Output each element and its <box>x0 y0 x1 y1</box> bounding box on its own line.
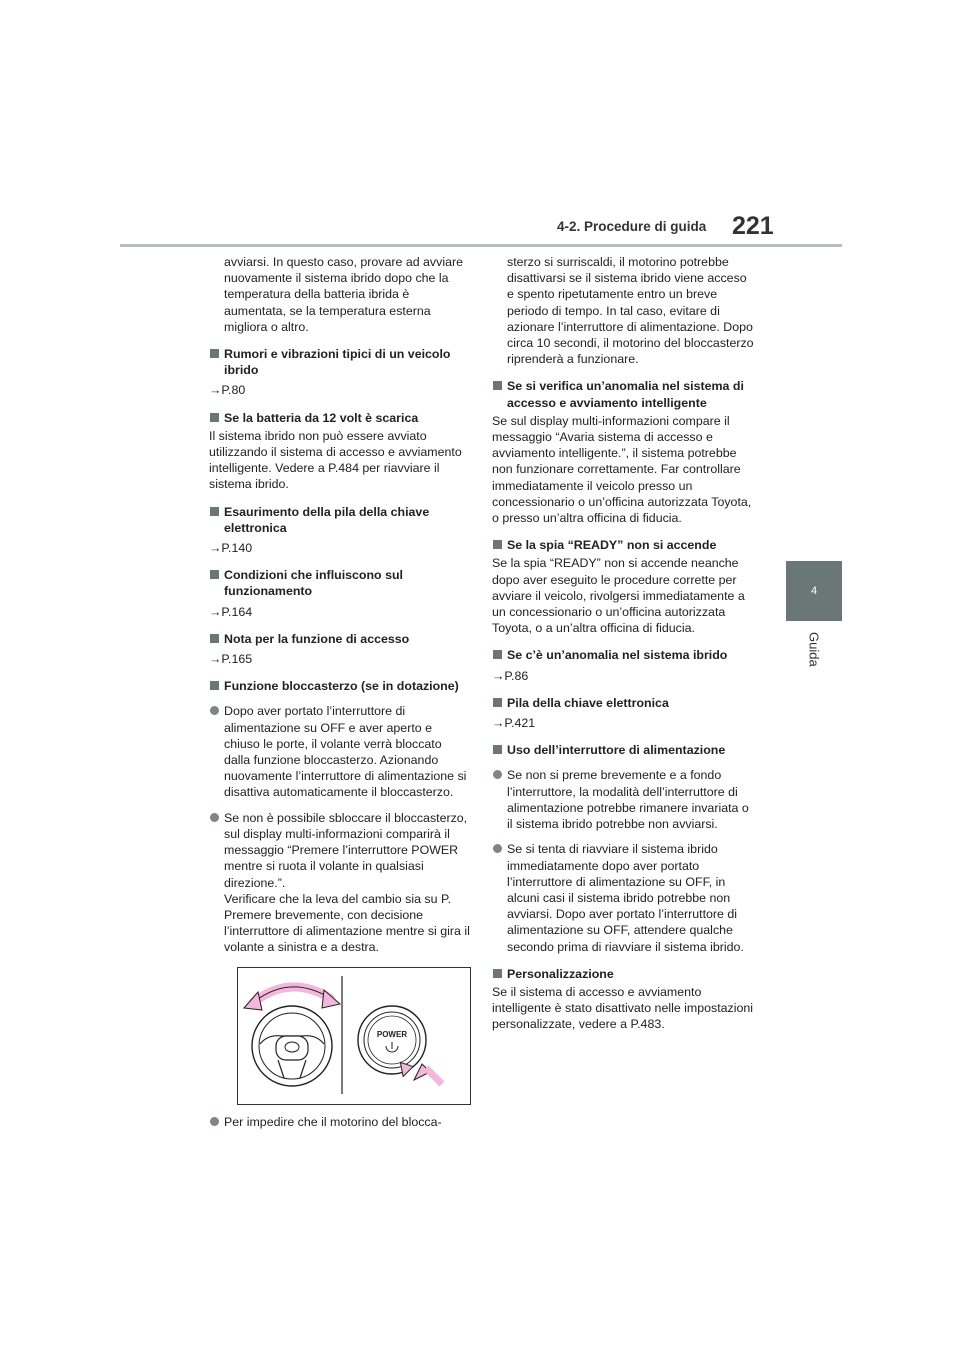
section-heading: Se c’è un’anomalia nel sistema ibrido <box>492 647 754 663</box>
bullet-item: Per impedire che il motorino del blocca- <box>209 1114 471 1130</box>
bullet-item: Se non si preme brevemente e a fondo l’interruttore, la modalità dell’interruttore di alimentazione potrebbe rimanere invariata o il sistema ibrido potrebbe non avviarsi. <box>492 767 754 832</box>
page-reference[interactable]: →P.165 <box>209 652 253 667</box>
bullet-text: Se non è possibile sbloccare il bloccasterzo, sul display multi-informazioni comparirà il messaggio “Premere l’interruttore POWER mentre si ruota il volante in qualsiasi direzione.”. <box>224 810 468 890</box>
section-heading: Esaurimento della pila della chiave elettronica <box>209 504 471 536</box>
chapter-tab[interactable] <box>786 561 842 621</box>
section-heading: Se la spia “READY” non si accende <box>492 537 754 553</box>
paragraph: Se sul display multi-informazioni compare il messaggio “Avaria sistema di accesso e avviamento intelligente.”, il sistema potrebbe non funzionare correttamente. Far controllare immediatamente il veicolo presso un concessionario o un’officina autorizzata Toyota, o presso un’altra officina di fiducia. <box>492 413 752 526</box>
page-reference[interactable]: →P.80 <box>209 383 246 398</box>
page-reference[interactable]: →P.140 <box>209 541 253 556</box>
section-heading: Funzione bloccasterzo (se in dotazione) <box>209 678 471 694</box>
steering-wheel-illustration <box>238 968 470 1104</box>
section-heading: Pila della chiave elettronica <box>492 695 754 711</box>
section-title: 4-2. Procedure di guida <box>557 219 707 234</box>
paragraph: sterzo si surriscaldi, il motorino potrebbe disattivarsi se il sistema ibrido viene acceso e spento ripetutamente entro un breve periodo di tempo. In tal caso, evitare di azionare l’interruttore di alimentazione. Dopo circa 10 secondi, il motorino del bloccasterzo riprenderà a funzionare. <box>507 255 754 367</box>
section-heading: Se la batteria da 12 volt è scarica <box>209 410 471 426</box>
page-reference[interactable]: →P.86 <box>492 668 529 683</box>
power-label: POWER <box>376 1029 408 1039</box>
page-reference[interactable]: →P.164 <box>209 604 253 619</box>
paragraph: Se il sistema di accesso e avviamento intelligente è stato disattivato nelle impostazioni personalizzate, vedere a P.483. <box>492 984 754 1032</box>
paragraph: Se la spia “READY” non si accende neanche dopo aver eseguito le procedure corrette per avviare il veicolo, rivolgersi immediatamente a un concessionario o un’officina autorizzata Toyota, o a un’altra officina di fiducia. <box>492 556 745 636</box>
paragraph: Il sistema ibrido non può essere avviato utilizzando il sistema di accesso e avviamento intelligente. Vedere a P.484 per riavviare il sistema ibrido. <box>209 428 462 492</box>
section-heading: Uso dell’interruttore di alimentazione <box>492 742 754 758</box>
left-column <box>209 254 471 1130</box>
right-column <box>492 254 754 1033</box>
paragraph: avviarsi. In questo caso, provare ad avviare nuovamente il sistema ibrido dopo che la temperatura della batteria ibrida è aumentata, se la temperatura esterna migliora o altro. <box>224 255 463 334</box>
bullet-item: Dopo aver portato l’interruttore di alimentazione su OFF e aver aperto e chiuso le porte, il volante verrà bloccato dalla funzione bloccasterzo. Azionando nuovamente l’interruttore di alimentazione si disattiva automaticamente il bloccasterzo. <box>209 703 471 800</box>
section-heading: Nota per la funzione di accesso <box>209 631 471 647</box>
section-heading: Se si verifica un’anomalia nel sistema di accesso e avviamento intelligente <box>492 378 754 410</box>
bullet-item: Se si tenta di riavviare il sistema ibrido immediatamente dopo aver portato l’interruttore di alimentazione su OFF, in alcuni casi il sistema ibrido potrebbe non avviarsi. Dopo aver portato l’interruttore di alimentazione su OFF, attendere qualche secondo prima di riavviare il sistema ibrido. <box>492 841 754 954</box>
steering-lock-figure <box>237 967 471 1105</box>
chapter-number: 4 <box>810 585 818 597</box>
section-heading: Condizioni che influiscono sul funzionamento <box>209 567 471 599</box>
bullet-item <box>209 810 471 956</box>
bullet-text: Verificare che la leva del cambio sia su P. Premere brevemente, con decisione l’interruttore di alimentazione mentre si gira il volante a sinistra e a destra. <box>224 891 470 955</box>
page-number: 221 <box>732 212 774 240</box>
chapter-label: Guida <box>806 632 822 667</box>
page-reference[interactable]: →P.421 <box>492 716 536 731</box>
section-heading: Rumori e vibrazioni tipici di un veicolo ibrido <box>209 346 471 378</box>
header-divider <box>120 244 842 247</box>
section-heading: Personalizzazione <box>492 966 754 982</box>
